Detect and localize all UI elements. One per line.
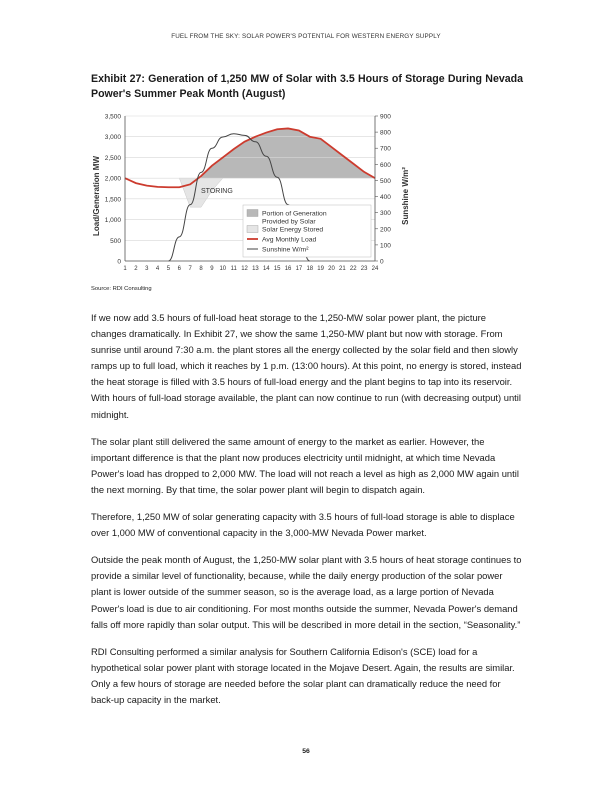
x-tick-label: 24 xyxy=(371,266,379,272)
y-tick-label: 3,500 xyxy=(104,113,121,121)
legend-label: Sunshine W/m² xyxy=(262,246,309,254)
y2-tick-label: 500 xyxy=(380,177,391,185)
x-tick-label: 14 xyxy=(262,266,270,272)
chart xyxy=(88,108,418,283)
legend xyxy=(243,205,371,257)
legend-swatch xyxy=(247,226,258,233)
legend-label: Portion of Generation Provided by Solar xyxy=(262,210,327,226)
y-tick-label: 1,500 xyxy=(104,196,121,204)
paragraph: If we now add 3.5 hours of full-load heat storage to the 1,250-MW solar power plant, the picture changes dramatically. In Exhibit 27, we show the same 1,250-MW plant but now with storage. From sunrise until around 7:30 a.m. the plant stores all the energy collected by the solar field and then slowly ramps up to full load, which it reaches by 1 p.m. (13:00 hours). At this point, no energy is stored, instead the heat storage is filled with 3.5 hours of full-load energy and the plant begins to tap into its reservoir. With hours of full-load storage available, the plant can now continue to run (with decreasing output) until midnight. xyxy=(91,312,522,420)
x-tick-label: 19 xyxy=(317,266,324,272)
legend-swatch xyxy=(247,210,258,217)
storing-annotation: STORING xyxy=(201,188,233,195)
x-tick-label: 2 xyxy=(134,266,138,272)
legend-label: Solar Energy Stored xyxy=(262,226,324,234)
body-text xyxy=(91,310,523,719)
y2-tick-label: 0 xyxy=(380,258,384,266)
x-tick-label: 15 xyxy=(273,266,281,272)
paragraph: The solar plant still delivered the same amount of energy to the market as earlier. However, the important difference is that the plant now produces electricity until midnight, at which time Nevada Power's load has dropped to 2,000 MW. The load will not reach a level as high as 2,000 MW again until the next morning. By that time, the solar power plant will begin to dispatch again. xyxy=(91,435,519,495)
x-tick-label: 5 xyxy=(166,266,171,272)
y2-tick-label: 200 xyxy=(380,226,391,234)
y-tick-label: 500 xyxy=(110,237,121,245)
x-tick-label: 4 xyxy=(155,266,160,272)
paragraph: RDI Consulting performed a similar analysis for Southern California Edison's (SCE) load for a hypothetical solar power plant with storage located in the Mojave Desert. Again, the results are similar. Only a few hours of storage are needed before the solar plant can dramatically reduce the need for back-up capacity in the market. xyxy=(91,645,515,705)
y-tick-label: 3,000 xyxy=(104,134,121,142)
y2-tick-label: 400 xyxy=(380,194,391,202)
x-tick-label: 13 xyxy=(252,266,259,272)
x-tick-label: 22 xyxy=(349,266,357,272)
y-tick-label: 2,000 xyxy=(104,175,121,183)
y2-tick-label: 800 xyxy=(380,129,391,137)
x-tick-label: 7 xyxy=(188,266,192,272)
x-tick-label: 21 xyxy=(339,266,346,272)
page-number: 56 xyxy=(302,748,310,755)
x-tick-label: 6 xyxy=(177,266,182,272)
x-tick-label: 17 xyxy=(295,266,303,272)
running-head: FUEL FROM THE SKY: SOLAR POWER'S POTENTIAL FOR WESTERN ENERGY SUPPLY xyxy=(171,33,441,40)
y-axis-label: Load/Generation MW xyxy=(92,156,101,236)
y2-tick-label: 300 xyxy=(380,210,391,218)
x-tick-label: 1 xyxy=(123,266,127,272)
y2-axis-label: Sunshine W/m² xyxy=(401,167,410,225)
paragraph: Therefore, 1,250 MW of solar generating capacity with 3.5 hours of full-load storage is able to displace over 1,000 MW of conventional capacity in the 3,000-MW Nevada Power market. xyxy=(91,511,515,539)
x-tick-label: 20 xyxy=(328,266,335,272)
x-tick-label: 10 xyxy=(219,266,227,272)
y-tick-label: 1,000 xyxy=(104,217,121,225)
y-tick-label: 0 xyxy=(117,258,121,266)
x-tick-label: 8 xyxy=(199,266,203,272)
legend-label: Avg Monthly Load xyxy=(262,236,317,244)
x-tick-label: 3 xyxy=(145,266,149,272)
x-tick-label: 16 xyxy=(284,266,292,272)
x-tick-label: 11 xyxy=(230,266,237,272)
paragraph: Outside the peak month of August, the 1,250-MW solar plant with 3.5 hours of heat storage continues to provide a similar level of functionality, because, while the daily energy production of the solar power plant is lower outside of the summer season, so is the average load, as a large portion of Nevada Power's load is due to air conditioning. For most months outside the summer, Nevada Power's demand falls off more rapidly than solar output. This will be described in more detail in the section, “Seasonality.” xyxy=(91,554,522,630)
y2-tick-label: 600 xyxy=(380,161,391,169)
x-tick-label: 9 xyxy=(210,266,214,272)
x-tick-label: 18 xyxy=(306,266,314,272)
x-tick-label: 23 xyxy=(360,266,368,272)
x-tick-label: 12 xyxy=(241,266,248,272)
y-tick-label: 2,500 xyxy=(104,154,121,162)
y2-tick-label: 100 xyxy=(380,242,391,250)
y2-tick-label: 900 xyxy=(380,113,391,121)
y2-tick-label: 700 xyxy=(380,145,391,153)
exhibit-title: Exhibit 27: Generation of 1,250 MW of Solar with 3.5 Hours of Storage During Nevada Power's Summer Peak Month (August) xyxy=(91,73,523,100)
source-note: Source: RDI Consulting xyxy=(91,286,152,292)
